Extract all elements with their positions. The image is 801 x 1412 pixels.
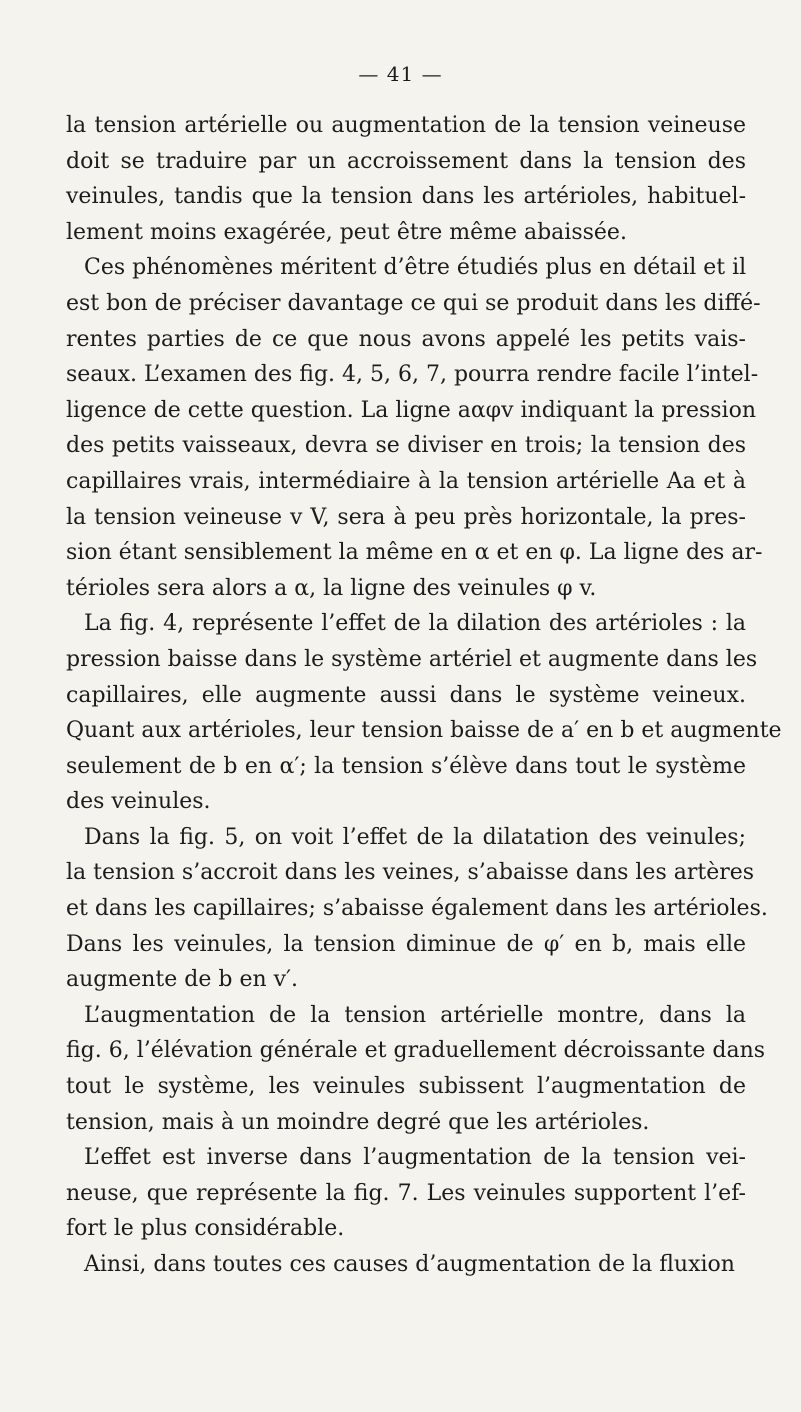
text-line: la tension s’accroit dans les veines, s’abaisse dans les artères bbox=[66, 860, 755, 886]
text-line: L’augmentation de la tension artérielle montre, dans la bbox=[84, 1002, 746, 1028]
text-line: ligence de cette question. La ligne aαφv indiquant la pression bbox=[66, 397, 756, 423]
text-line: L’effet est inverse dans l’augmentation de la tension vei- bbox=[84, 1145, 746, 1171]
text-line: seulement de b en α′; la tension s’élève dans tout le système bbox=[66, 753, 746, 779]
text-line: Ainsi, dans toutes ces causes d’augmentation de la fluxion bbox=[84, 1252, 735, 1277]
text-line: la tension veineuse v V, sera à peu près horizontale, la pres- bbox=[66, 504, 746, 530]
text-line: est bon de préciser davantage ce qui se produit dans les diffé- bbox=[66, 290, 761, 316]
text-line: lement moins exagérée, peut être même abaissée. bbox=[66, 219, 627, 245]
text-line: rentes parties de ce que nous avons appelé les petits vais- bbox=[66, 326, 746, 352]
text-line: fig. 6, l’élévation générale et graduellement décroissante dans bbox=[66, 1038, 766, 1064]
text-line: sion étant sensiblement la même en α et en φ. La ligne des ar- bbox=[66, 540, 763, 566]
text-line: Dans les veinules, la tension diminue de φ′ en b, mais elle bbox=[66, 931, 746, 957]
text-line: capillaires vrais, intermédiaire à la tension artérielle Aa et à bbox=[66, 468, 746, 494]
text-line: tension, mais à un moindre degré que les artérioles. bbox=[66, 1109, 650, 1135]
page-number: — 41 — bbox=[358, 62, 443, 86]
body-text bbox=[66, 108, 782, 1283]
text-line: la tension artérielle ou augmentation de la tension veineuse bbox=[66, 113, 746, 138]
text-line: seaux. L’examen des fig. 4, 5, 6, 7, pourra rendre facile l’intel- bbox=[66, 362, 759, 388]
text-line: veinules, tandis que la tension dans les artérioles, habituel- bbox=[66, 184, 746, 210]
text-line: Ces phénomènes méritent d’être étudiés plus en détail et il bbox=[84, 255, 747, 281]
text-line: neuse, que représente la fig. 7. Les veinules supportent l’ef- bbox=[66, 1180, 746, 1206]
text-line: Dans la fig. 5, on voit l’effet de la dilatation des veinules; bbox=[84, 824, 746, 850]
text-line: pression baisse dans le système artériel et augmente dans les bbox=[66, 646, 758, 672]
text-line: fort le plus considérable. bbox=[66, 1216, 345, 1242]
text-line: térioles sera alors a α, la ligne des veinules φ v. bbox=[66, 575, 597, 601]
text-line: tout le système, les veinules subissent l’augmentation de bbox=[66, 1074, 746, 1100]
text-line: doit se traduire par un accroissement dans la tension des bbox=[66, 148, 746, 174]
text-line: La fig. 4, représente l’effet de la dilation des artérioles : la bbox=[84, 611, 746, 637]
text-line: Quant aux artérioles, leur tension baisse de a′ en b et augmente bbox=[66, 718, 782, 744]
text-line: des veinules. bbox=[66, 789, 211, 815]
text-line: augmente de b en v′. bbox=[66, 967, 299, 993]
text-line: et dans les capillaires; s’abaisse également dans les artérioles. bbox=[66, 896, 768, 922]
text-line: capillaires, elle augmente aussi dans le système veineux. bbox=[66, 682, 746, 708]
text-line: des petits vaisseaux, devra se diviser en trois; la tension des bbox=[66, 433, 746, 459]
